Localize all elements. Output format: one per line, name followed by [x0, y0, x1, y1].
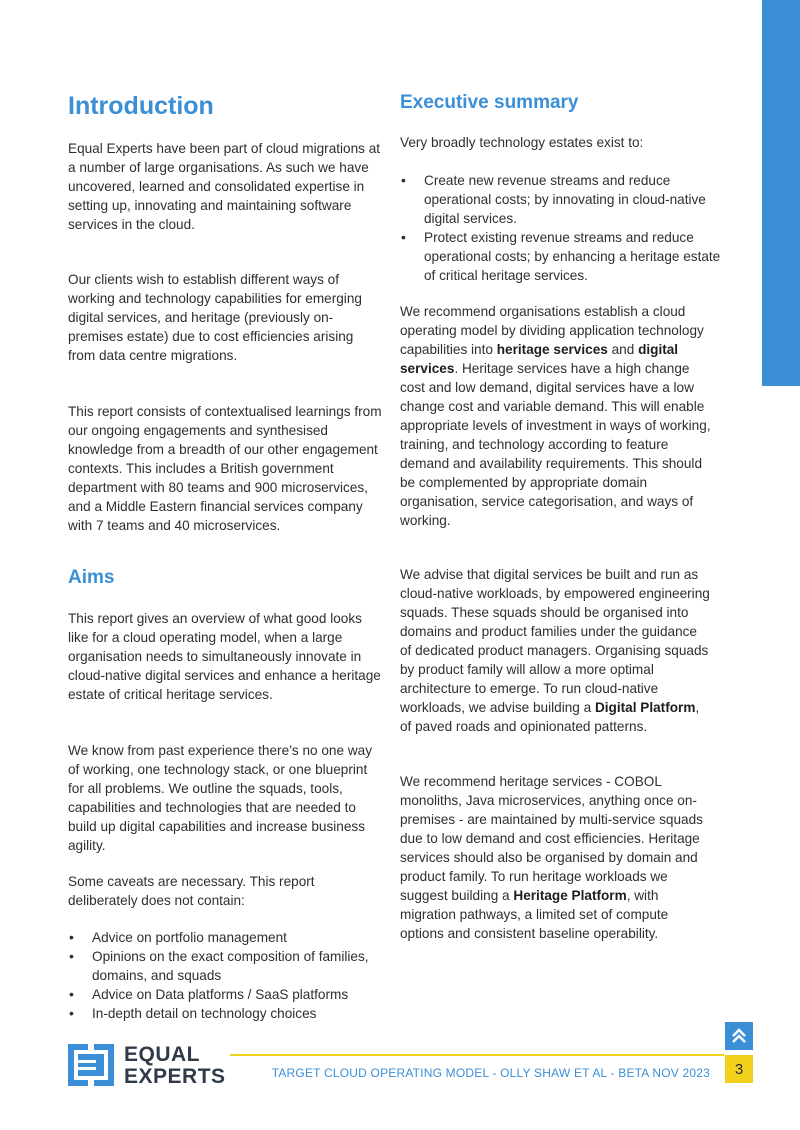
- exec-paragraph-1: Very broadly technology estates exist to:: [400, 135, 644, 150]
- list-item: • Advice on portfolio management: [68, 928, 384, 947]
- introduction-heading: Introduction: [68, 92, 214, 120]
- aims-heading: Aims: [68, 567, 115, 588]
- intro-paragraph-3: This report consists of contextualised learnings from our ongoing engagements and synthesised knowledge from a breadth of our other engagement contexts. This includes a British government department with 80 teams and 900 microservices, and a Middle Eastern financial services company with 7 teams and 40 microservices.: [68, 404, 382, 533]
- list-item: • In-depth detail on technology choices: [68, 1004, 384, 1023]
- exec-purpose-list: [400, 171, 722, 285]
- page-number: 3: [725, 1055, 753, 1083]
- footer-divider: [230, 1054, 724, 1056]
- digital-platform-term: Digital Platform: [594, 700, 696, 715]
- logo-wordmark: EQUAL EXPERTS: [124, 1043, 226, 1088]
- double-chevron-up-icon: [730, 1027, 748, 1045]
- digital-services-term: digital services: [400, 342, 679, 376]
- footer-document-info: TARGET CLOUD OPERATING MODEL - OLLY SHAW ET AL - BETA NOV 2023: [271, 1066, 710, 1080]
- exec-paragraph-4: We recommend heritage services - COBOL monoliths, Java microservices, anything once on-premises - are maintained by multi-service squads due to low demand and cost efficiencies. Heritage services should also be organised by domain and product family. To run heritage workloads we suggest building a Heritage Platform, with migration pathways, a limited set of compute options and consistent baseline operability.: [400, 774, 703, 941]
- aims-paragraph-1: This report gives an overview of what good looks like for a cloud operating model, when a large organisation needs to simultaneously innovate in cloud-native digital services and enhance a heritage estate of critical heritage services.: [68, 611, 381, 702]
- aims-paragraph-2: We know from past experience there’s no one way of working, one technology stack, or one blueprint for all problems. We outline the squads, tools, capabilities and technologies that are needed to build up digital capabilities and increase business agility.: [68, 743, 373, 853]
- executive-summary-heading: Executive summary: [400, 92, 579, 113]
- list-item: • Advice on Data platforms / SaaS platforms: [68, 985, 384, 1004]
- heritage-services-term: heritage services: [496, 342, 608, 357]
- list-item: • Create new revenue streams and reduce operational costs; by innovating in cloud-native digital services.: [400, 171, 722, 228]
- intro-paragraph-2: Our clients wish to establish different ways of working and technology capabilities for emerging digital services, and heritage (previously on-premises estate) due to cost efficiencies arising from data centre migrations.: [68, 272, 362, 363]
- intro-paragraph-1: Equal Experts have been part of cloud migrations at a number of large organisations. As such we have uncovered, learned and consolidated expertise in setting up, innovating and maintaining software services in the cloud.: [68, 141, 381, 232]
- back-to-top-button[interactable]: [725, 1022, 753, 1050]
- exec-paragraph-2: We recommend organisations establish a cloud operating model by dividing application technology capabilities into heritage services and digital services. Heritage services have a high change cost and low demand, digital services have a low change cost and variable demand. This will enable appropriate levels of investment in ways of working, training, and technology according to feature demand and availability requirements. This should be complemented by appropriate domain organisation, service categorisation, and ways of working.: [400, 304, 711, 528]
- side-tab: [762, 0, 800, 386]
- heritage-platform-term: Heritage Platform: [513, 888, 627, 903]
- list-item: • Opinions on the exact composition of families, domains, and squads: [68, 947, 384, 985]
- aims-caveats-list: [68, 928, 384, 1023]
- list-item: • Protect existing revenue streams and reduce operational costs; by enhancing a heritage estate of critical heritage services.: [400, 228, 722, 285]
- equal-experts-logo-icon: [68, 1044, 114, 1091]
- exec-paragraph-3: We advise that digital services be built and run as cloud-native workloads, by empowered engineering squads. These squads should be organised into domains and product families under the guidance of dedicated product managers. Organising squads by product family will allow a more optimal architecture to emerge. To run cloud-native workloads, we advise building a Digital Platform, of paved roads and opinionated patterns.: [400, 567, 710, 734]
- aims-paragraph-3: Some caveats are necessary. This report deliberately does not contain:: [68, 874, 315, 908]
